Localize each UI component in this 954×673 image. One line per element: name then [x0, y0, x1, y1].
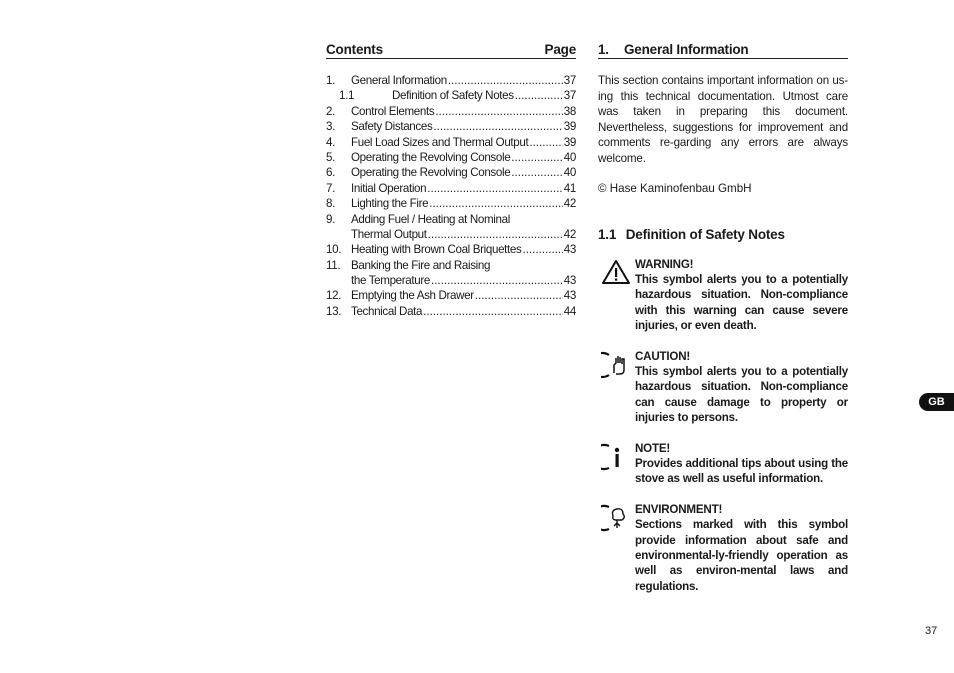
- warning-body: This symbol alerts you to a potentially hazardous situation. Non-compliance with this warning can cause severe injuries, or even death.: [635, 272, 848, 333]
- info-note: [598, 441, 848, 487]
- toc-item-number: 9.: [326, 212, 335, 226]
- toc-item-title: Lighting the Fire: [351, 197, 429, 211]
- toc-list: [326, 73, 576, 319]
- toc-item: [326, 242, 576, 257]
- warning-title: WARNING!: [635, 257, 694, 271]
- toc-item: [326, 304, 576, 319]
- caution-note: [598, 349, 848, 426]
- toc-item: [326, 196, 576, 211]
- toc-item-page: 39: [563, 135, 576, 149]
- page-number: 37: [925, 625, 938, 637]
- toc-item-page: 43: [563, 289, 576, 303]
- toc-leader-dots: [475, 288, 563, 303]
- toc-item-title: Operating the Revolving Console: [351, 150, 511, 164]
- toc-item-title: Definition of Safety Notes: [392, 89, 514, 103]
- toc-item: [326, 88, 576, 103]
- section-1-1-title: Definition of Safety Notes: [625, 226, 785, 242]
- toc-leader-dots: [431, 273, 563, 288]
- toc-item-number: 1.1: [339, 89, 355, 103]
- toc-item-title: Heating with Brown Coal Briquettes: [351, 243, 522, 257]
- section-1-text: This section contains important information on us-ing this technical documentation. Utmost care was taken in preparing this document. Nevertheless, suggestions for improvement and comments re-garding any errors are always welcome.: [598, 74, 848, 165]
- toc-item-page: 40: [563, 150, 576, 164]
- section-1-heading: [598, 40, 848, 59]
- language-badge: GB: [919, 393, 954, 411]
- caution-hand-icon: [601, 351, 633, 379]
- toc-item-page: 40: [563, 166, 576, 180]
- toc-leader-dots: [435, 104, 562, 119]
- toc-item-title: Fuel Load Sizes and Thermal Output: [351, 135, 529, 149]
- toc-item-title: Control Elements: [351, 104, 435, 118]
- toc-leader-dots: [511, 150, 563, 165]
- toc-item: [326, 288, 576, 303]
- toc-item-page: 41: [563, 181, 576, 195]
- toc-item-number: 5.: [326, 150, 335, 164]
- toc-item-title: the Temperature: [351, 274, 430, 288]
- section-1-1-heading: [598, 227, 848, 242]
- toc-item-number: 4.: [326, 135, 335, 149]
- warning-note: [598, 257, 848, 334]
- toc-heading: Contents: [326, 42, 383, 57]
- environment-note: [598, 502, 848, 594]
- toc-item-title: Operating the Revolving Console: [351, 166, 511, 180]
- toc-item-page: 42: [563, 227, 576, 241]
- toc-item-title: Initial Operation: [351, 181, 427, 195]
- toc-item: [326, 227, 576, 242]
- toc-item-number: 13.: [326, 304, 342, 318]
- caution-body: This symbol alerts you to a potentially hazardous situation. Non-compliance can cause damage to property or injuries to persons.: [635, 364, 848, 425]
- toc-item: [326, 273, 576, 288]
- toc-item: [326, 165, 576, 180]
- warning-triangle-icon: [601, 259, 633, 287]
- copyright-line: © Hase Kaminofenbau GmbH: [598, 182, 752, 195]
- section-1-1-number: 1.1: [598, 226, 617, 242]
- toc-item: [326, 104, 576, 119]
- toc-item-page: 43: [563, 274, 576, 288]
- toc-item-page: 37: [563, 74, 576, 87]
- toc-item-number: 7.: [326, 181, 335, 195]
- toc-item-page: 38: [563, 104, 576, 118]
- toc-item-number: 3.: [326, 120, 335, 134]
- toc-leader-dots: [433, 119, 562, 134]
- toc-leader-dots: [511, 165, 563, 180]
- toc-item-title: General Information: [351, 74, 447, 87]
- toc-item-page: 44: [563, 304, 576, 318]
- toc-item-page: 43: [563, 243, 576, 257]
- environment-body: Sections marked with this symbol provide information about safe and environmental-ly-friendly operation as well as environ-mental laws and regulations.: [635, 518, 848, 593]
- toc-leader-dots: [529, 135, 562, 150]
- toc-header: [326, 40, 576, 59]
- toc-item-number: 1.: [326, 74, 335, 87]
- toc-leader-dots: [515, 88, 563, 103]
- toc-item-title: Adding Fuel / Heating at Nominal: [351, 212, 510, 226]
- note-title: NOTE!: [635, 441, 671, 455]
- toc-item-number: 10.: [326, 243, 342, 257]
- toc-item-title: Emptying the Ash Drawer: [351, 289, 474, 303]
- toc-page-label: Page: [544, 42, 576, 57]
- toc-item: [326, 73, 576, 88]
- environment-tree-icon: [601, 504, 633, 532]
- toc-leader-dots: [423, 304, 563, 319]
- toc-leader-dots: [427, 181, 563, 196]
- toc-item: [326, 135, 576, 150]
- toc-item: [326, 181, 576, 196]
- section-1-number: 1.: [598, 42, 609, 57]
- toc-item-number: 8.: [326, 197, 335, 211]
- toc-item-page: 37: [563, 89, 576, 103]
- toc-item-title: Banking the Fire and Raising: [351, 258, 491, 272]
- toc-item-title: Safety Distances: [351, 120, 433, 134]
- toc-item: [326, 119, 576, 134]
- section-1-title: General Information: [624, 42, 749, 57]
- toc-item-number: 2.: [326, 104, 335, 118]
- info-icon: [601, 443, 633, 471]
- toc-item-title: Technical Data: [351, 304, 423, 318]
- toc-leader-dots: [429, 196, 563, 211]
- toc-leader-dots: [428, 227, 563, 242]
- note-body: Provides additional tips about using the stove as well as useful information.: [635, 456, 848, 486]
- caution-title: CAUTION!: [635, 349, 691, 363]
- toc-item: [326, 258, 576, 273]
- toc-item-number: 12.: [326, 289, 342, 303]
- main-column: [598, 40, 848, 594]
- toc-leader-dots: [448, 73, 563, 88]
- toc-item-title: Thermal Output: [351, 227, 427, 241]
- toc-item-page: 42: [563, 197, 576, 211]
- toc-leader-dots: [522, 242, 562, 257]
- toc-item-number: 11.: [326, 258, 341, 272]
- environment-title: ENVIRONMENT!: [635, 502, 723, 516]
- toc-item: [326, 212, 576, 227]
- table-of-contents: [326, 40, 576, 319]
- toc-item-number: 6.: [326, 166, 335, 180]
- toc-item: [326, 150, 576, 165]
- toc-item-page: 39: [563, 120, 576, 134]
